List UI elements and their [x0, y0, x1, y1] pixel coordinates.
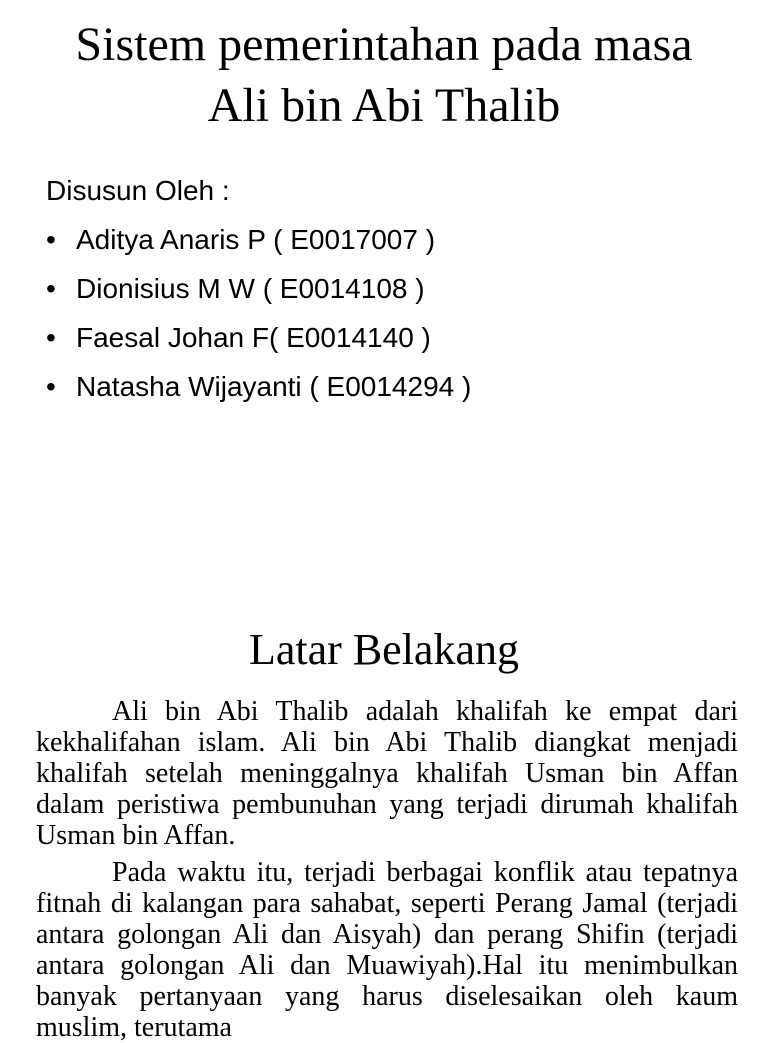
body-text	[36, 696, 738, 1043]
author-name: Faesal Johan F( E0014140 )	[76, 322, 431, 353]
slide-title-line-1: Sistem pemerintahan pada masa	[75, 18, 693, 71]
paragraph: Pada waktu itu, terjadi berbagai konflik atau tepatnya fitnah di kalangan para sahabat, seperti Perang Jamal (terjadi antara golongan Ali dan Aisyah) dan perang Shifin (terjadi antara golongan Ali dan Muawiyah).Hal itu menimbulkan banyak pertanyaan yang harus diselesaikan oleh kaum muslim, terutama	[36, 857, 738, 1043]
section-title: Latar Belakang	[249, 625, 519, 674]
list-item	[46, 313, 726, 362]
paragraph: Ali bin Abi Thalib adalah khalifah ke empat dari kekhalifahan islam. Ali bin Abi Thalib diangkat menjadi khalifah setelah meninggalnya khalifah Usman bin Affan dalam peristiwa pembunuhan yang terjadi dirumah khalifah Usman bin Affan.	[36, 696, 738, 851]
bullet-icon: •	[46, 273, 56, 304]
slide-title	[30, 14, 738, 136]
author-subheading: Disusun Oleh :	[46, 175, 230, 206]
list-item	[46, 215, 726, 264]
author-name: Natasha Wijayanti ( E0014294 )	[76, 371, 472, 402]
list-item	[46, 264, 726, 313]
author-name: Aditya Anaris P ( E0017007 )	[76, 224, 436, 255]
author-list	[46, 215, 726, 411]
bullet-icon: •	[46, 371, 56, 402]
slide-title-line-2: Ali bin Abi Thalib	[207, 79, 561, 132]
list-item	[46, 362, 726, 411]
background-slide	[0, 600, 768, 1043]
bullet-icon: •	[46, 224, 56, 255]
author-name: Dionisius M W ( E0014108 )	[76, 273, 425, 304]
bullet-icon: •	[46, 322, 56, 353]
author-section	[46, 166, 726, 411]
